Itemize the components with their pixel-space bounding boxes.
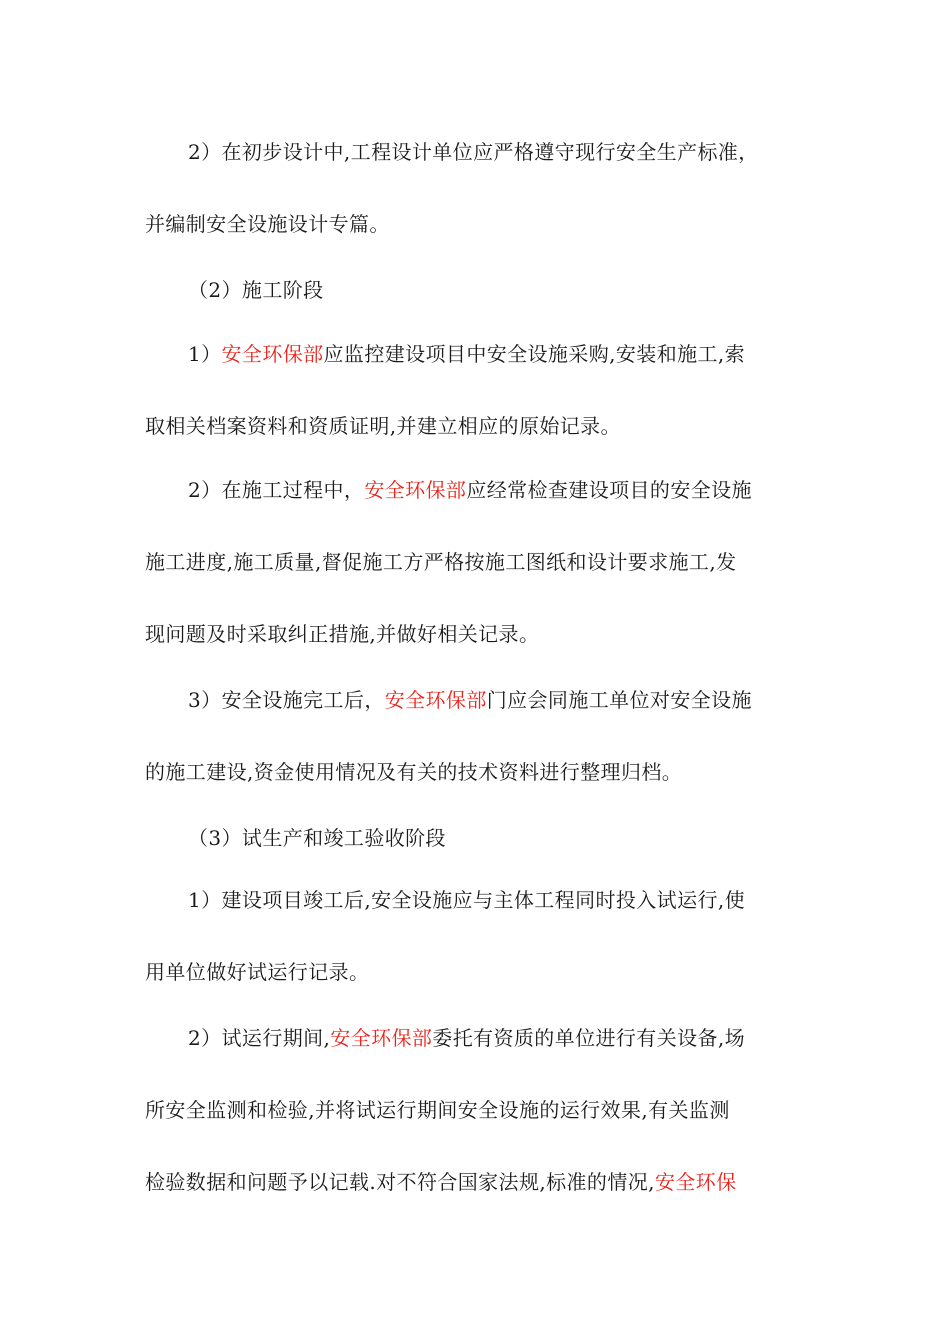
line-text: 3）安全设施完工后， xyxy=(188,688,385,712)
line-text: 现问题及时采取纠正措施,并做好相关记录。 xyxy=(145,622,540,646)
paragraph-line xyxy=(188,1024,810,1052)
paragraph-line xyxy=(188,138,810,166)
line-text: 施工进度,施工质量,督促施工方严格按施工图纸和设计要求施工,发 xyxy=(145,550,737,574)
highlighted-term: 安全环保 xyxy=(654,1170,737,1194)
section-heading xyxy=(188,824,810,852)
paragraph-line xyxy=(145,758,810,786)
line-text: （2）施工阶段 xyxy=(188,278,324,302)
line-text: 应监控建设项目中安全设施采购,安装和施工,索 xyxy=(323,342,746,366)
highlighted-term: 安全环保部 xyxy=(330,1026,433,1050)
highlighted-term: 安全环保部 xyxy=(364,478,467,502)
line-text: 2）试运行期间, xyxy=(188,1026,331,1050)
line-text: 取相关档案资料和资质证明,并建立相应的原始记录。 xyxy=(145,414,621,438)
line-text: 1）建设项目竣工后,安全设施应与主体工程同时投入试运行,使 xyxy=(188,888,746,912)
highlighted-term: 安全环保部 xyxy=(384,688,487,712)
line-text: 检验数据和问题予以记载.对不符合国家法规,标准的情况, xyxy=(145,1170,655,1194)
line-text: 应经常检查建设项目的安全设施 xyxy=(466,478,752,502)
line-text: 并编制安全设施设计专篇。 xyxy=(145,212,390,236)
paragraph-line xyxy=(145,1096,810,1124)
line-text: 2）在初步设计中,工程设计单位应严格遵守现行安全生产标准， xyxy=(188,140,759,164)
paragraph-line xyxy=(145,1168,810,1196)
highlighted-term: 安全环保部 xyxy=(221,342,324,366)
paragraph-line xyxy=(188,886,810,914)
line-text: （3）试生产和竣工验收阶段 xyxy=(188,826,446,850)
paragraph-line xyxy=(188,340,810,368)
line-text: 的施工建设,资金使用情况及有关的技术资料进行整理归档。 xyxy=(145,760,683,784)
paragraph-line xyxy=(145,210,810,238)
section-heading xyxy=(188,276,810,304)
paragraph-line xyxy=(145,548,810,576)
paragraph-line xyxy=(145,412,810,440)
paragraph-line xyxy=(188,686,810,714)
paragraph-line xyxy=(188,476,810,504)
paragraph-line xyxy=(145,620,810,648)
line-text: 门应会同施工单位对安全设施 xyxy=(486,688,752,712)
line-text: 用单位做好试运行记录。 xyxy=(145,960,370,984)
line-text: 委托有资质的单位进行有关设备,场 xyxy=(432,1026,746,1050)
paragraph-line xyxy=(145,958,810,986)
line-text: 2）在施工过程中， xyxy=(188,478,365,502)
line-text: 1） xyxy=(188,342,222,366)
line-text: 所安全监测和检验,并将试运行期间安全设施的运行效果,有关监测 xyxy=(145,1098,730,1122)
